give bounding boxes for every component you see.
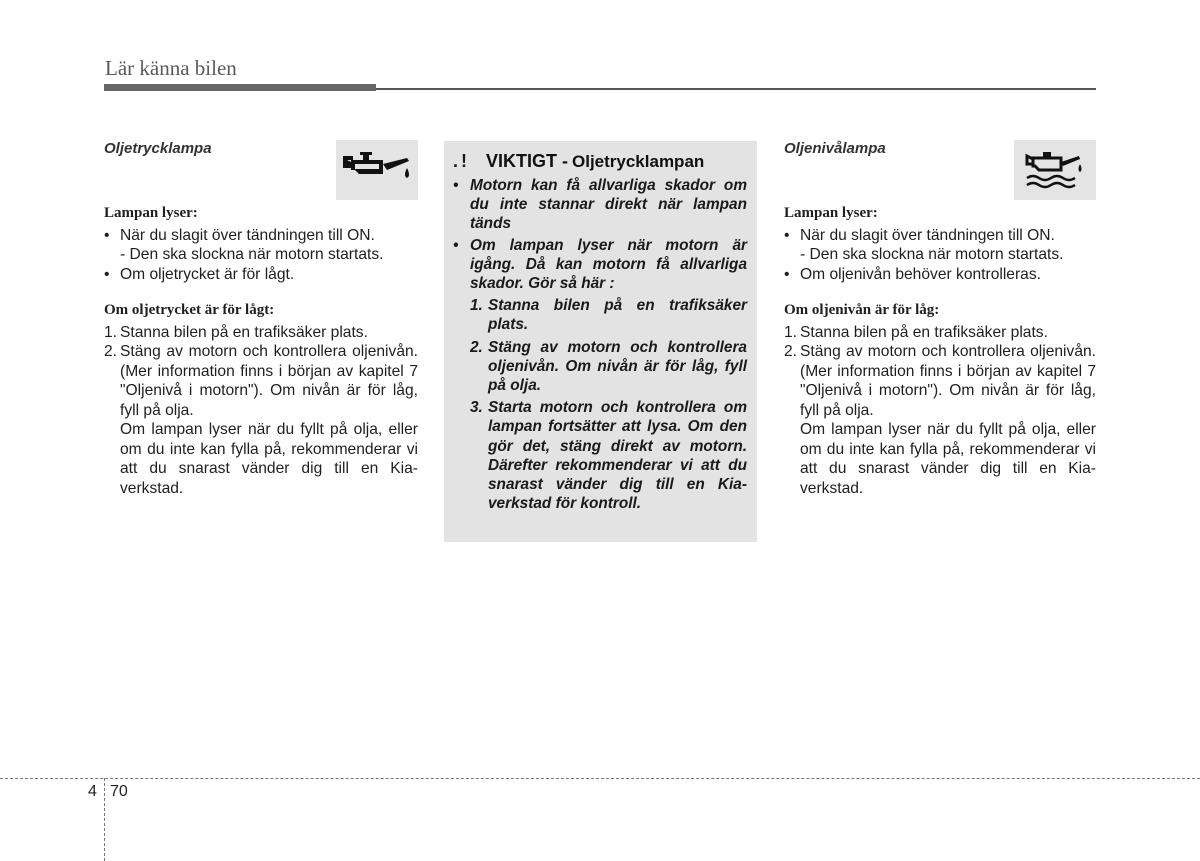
section-title: Oljetrycklampa [104, 140, 212, 157]
step-item: 2. Stäng av motorn och kontrollera oljenivån. (Mer information finns i början av kapitel 7 "Oljenivå i motorn"). Om nivån är för låg, fyll på olja. [104, 343, 418, 419]
list-item: • När du slagit över tändningen till ON. [784, 226, 1055, 244]
chapter-number: 4 [88, 783, 97, 800]
list-item: • Om oljenivån behöver kontrolleras. [784, 265, 1041, 283]
list-item: • När du slagit över tändningen till ON. [104, 226, 375, 244]
warning-icon: .! [453, 151, 470, 171]
header-rule-thin [376, 88, 1096, 90]
step-item: 2. Stäng av motorn och kontrollera oljenivån. (Mer information finns i början av kapitel 7 "Oljenivå i motorn"). Om nivån är för låg, fyll på olja. [784, 343, 1096, 419]
lights-heading: Lampan lyser: [784, 205, 878, 221]
oil-pressure-body [104, 204, 418, 498]
warning-step: 3. Starta motorn och kontrollera om lampan fortsätter att lysa. Om den gör det, stäng direkt av motorn. Därefter rekommenderar vi att du snarast vänder dig till en Kia-verkstad för kontroll. [470, 399, 747, 513]
header-rule-thick [104, 84, 376, 91]
oil-level-body [784, 204, 1096, 498]
page-number: 70 [110, 783, 128, 800]
warning-step: 1. Stanna bilen på en trafiksäker plats. [470, 297, 747, 334]
warning-step: 2. Stäng av motorn och kontrollera oljenivån. Om nivån är för låg, fyll på olja. [470, 338, 747, 395]
warning-heading [453, 151, 747, 172]
lights-heading: Lampan lyser: [104, 205, 198, 221]
warning-box [444, 141, 757, 542]
page-header-title: Lär känna bilen [105, 56, 237, 80]
list-item: • Om oljetrycket är för lågt. [104, 265, 295, 283]
warning-bullet: • Om lampan lyser när motorn är igång. Då kan motorn få allvarliga skador. Gör så här : [453, 236, 747, 293]
footer-divider [0, 778, 1200, 779]
note-paragraph: Om lampan lyser när du fyllt på olja, eller om du inte kan fylla på, rekommenderar vi att du snarast vänder dig till en Kia-verkstad. [120, 421, 418, 497]
footer-vertical-divider [104, 778, 105, 861]
warning-subtitle: Oljetrycklampan [572, 152, 705, 171]
oil-level-icon [1014, 140, 1096, 200]
warning-bullet: • Motorn kan få allvarliga skador om du inte stannar direkt när lampan tänds [453, 177, 747, 233]
list-subitem: - Den ska slockna när motorn startats. [120, 246, 384, 263]
low-heading: Om oljenivån är för låg: [784, 302, 940, 318]
section-title: Oljenivålampa [784, 140, 886, 157]
oil-pressure-icon [336, 140, 418, 200]
step-item: 1. Stanna bilen på en trafiksäker plats. [784, 323, 1048, 341]
warning-body [453, 176, 747, 513]
note-paragraph: Om lampan lyser när du fyllt på olja, eller om du inte kan fylla på, rekommenderar vi att du snarast vänder dig till en Kia-verkstad. [800, 421, 1096, 497]
warning-title: VIKTIGT - [486, 151, 568, 171]
low-heading: Om oljetrycket är för lågt: [104, 302, 275, 318]
step-item: 1. Stanna bilen på en trafiksäker plats. [104, 323, 368, 341]
list-subitem: - Den ska slockna när motorn startats. [800, 246, 1064, 263]
